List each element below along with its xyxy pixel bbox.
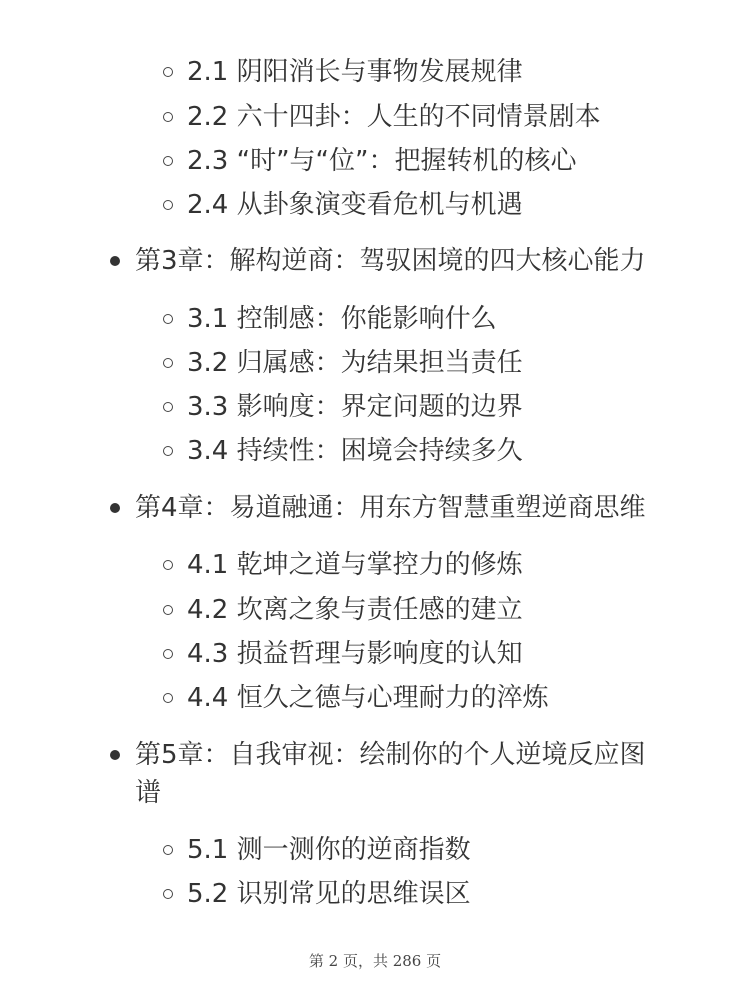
toc-subitem: 3.3 影响度：界定问题的边界 <box>187 392 523 422</box>
chapter-bullet-icon <box>110 256 120 266</box>
sub-bullet-icon <box>163 889 173 899</box>
toc-subitem: 4.1 乾坤之道与掌控力的修炼 <box>187 550 523 580</box>
toc-chapter: 第3章：解构逆商：驾驭困境的四大核心能力 <box>135 246 646 276</box>
sub-bullet-icon <box>163 200 173 210</box>
sub-bullet-icon <box>163 67 173 77</box>
sub-bullet-icon <box>163 649 173 659</box>
toc-subitem: 5.1 测一测你的逆商指数 <box>187 835 471 865</box>
toc-chapter-continuation: 谱 <box>135 778 162 808</box>
sub-bullet-icon <box>163 112 173 122</box>
toc-chapter: 第5章：自我审视：绘制你的个人逆境反应图 <box>135 740 646 770</box>
toc-subitem: 4.2 坎离之象与责任感的建立 <box>187 595 523 625</box>
toc-subitem: 4.3 损益哲理与影响度的认知 <box>187 639 523 669</box>
sub-bullet-icon <box>163 845 173 855</box>
chapter-bullet-icon <box>110 750 120 760</box>
toc-chapter: 第4章：易道融通：用东方智慧重塑逆商思维 <box>135 493 646 523</box>
toc-subitem: 2.4 从卦象演变看危机与机遇 <box>187 190 523 220</box>
toc-subitem: 2.3 “时”与“位”：把握转机的核心 <box>187 146 577 176</box>
sub-bullet-icon <box>163 402 173 412</box>
toc-subitem: 4.4 恒久之德与心理耐力的淬炼 <box>187 683 549 713</box>
toc-subitem: 3.1 控制感：你能影响什么 <box>187 304 497 334</box>
sub-bullet-icon <box>163 358 173 368</box>
toc-subitem: 3.2 归属感：为结果担当责任 <box>187 348 523 378</box>
sub-bullet-icon <box>163 693 173 703</box>
sub-bullet-icon <box>163 560 173 570</box>
toc-subitem: 2.2 六十四卦：人生的不同情景剧本 <box>187 102 601 132</box>
sub-bullet-icon <box>163 446 173 456</box>
sub-bullet-icon <box>163 156 173 166</box>
sub-bullet-icon <box>163 605 173 615</box>
chapter-bullet-icon <box>110 503 120 513</box>
toc-subitem: 3.4 持续性：困境会持续多久 <box>187 436 523 466</box>
page-footer: 第 2 页，共 286 页 <box>308 952 442 970</box>
sub-bullet-icon <box>163 314 173 324</box>
toc-subitem: 2.1 阴阳消长与事物发展规律 <box>187 57 523 87</box>
toc-subitem: 5.2 识别常见的思维误区 <box>187 879 471 909</box>
